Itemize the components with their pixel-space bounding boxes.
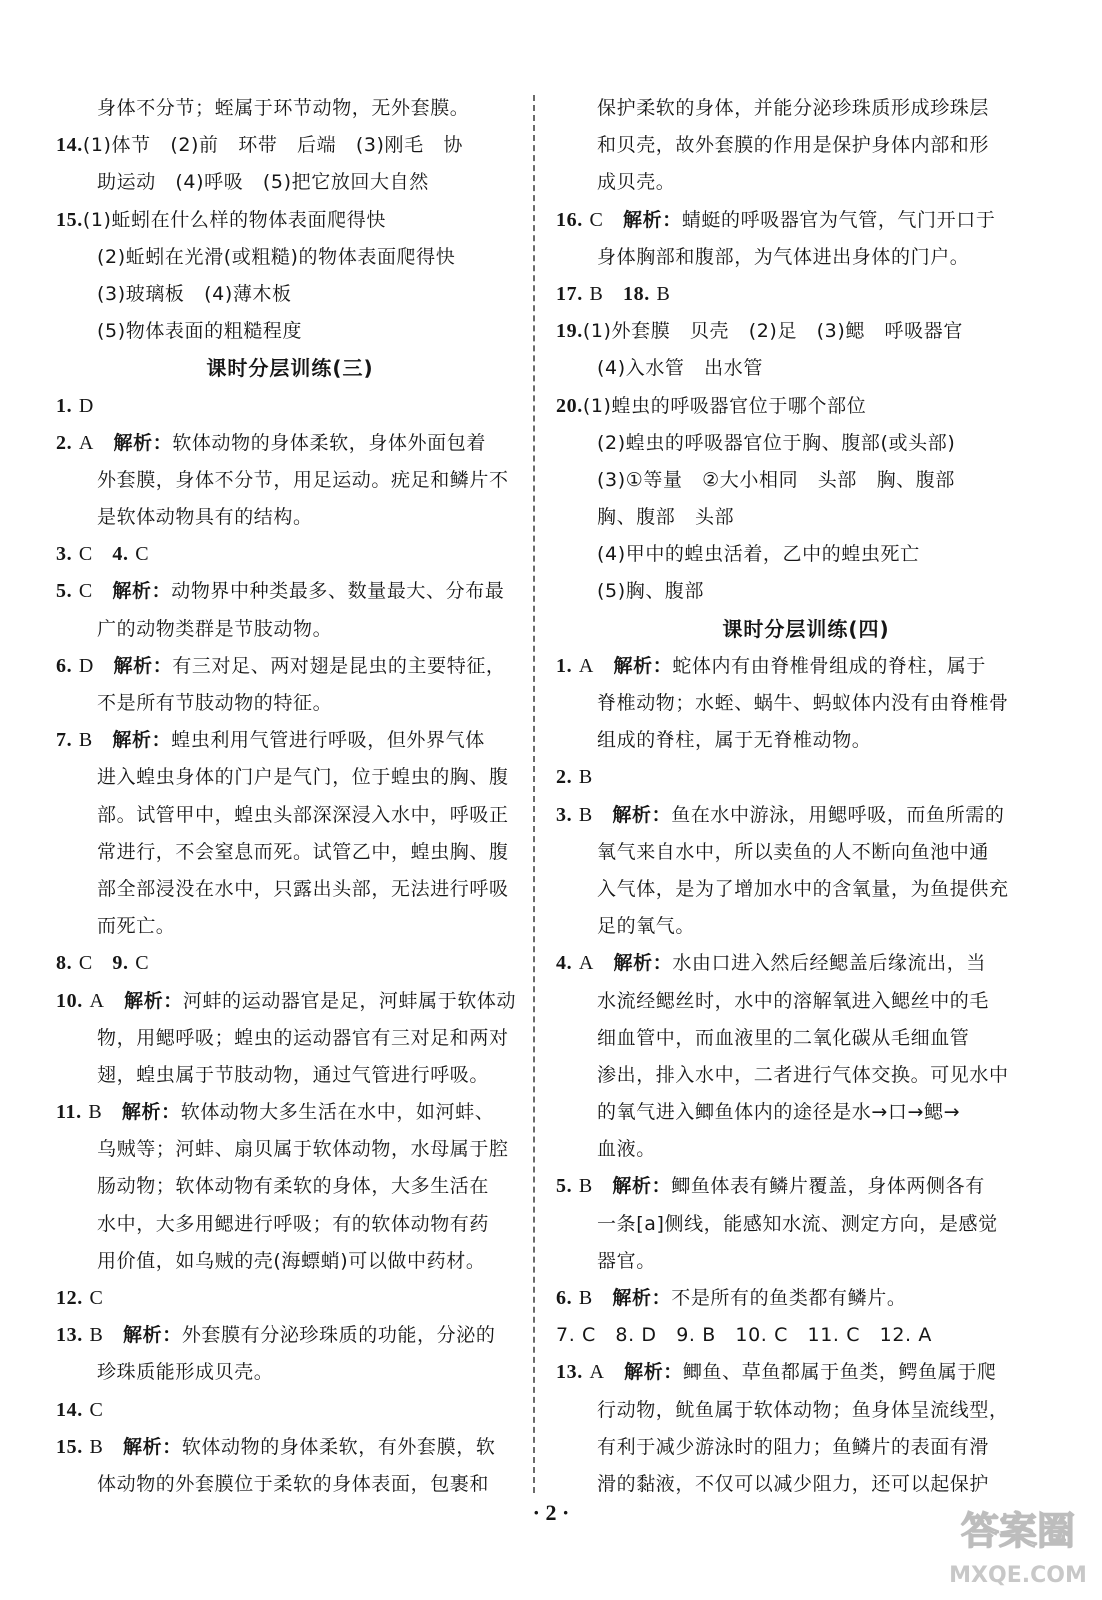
question-number: 10. (56, 989, 83, 1012)
answer-text: 不是所有的鱼类都有鳞片。 (671, 1287, 907, 1309)
answer-choice: C (78, 580, 93, 603)
answer-text: 动物界中种类最多、数量最大、分布最 (171, 580, 505, 603)
analysis-label: 解析： (624, 1361, 683, 1384)
question-number: 1. (56, 394, 73, 417)
answer-item (556, 388, 1056, 425)
text-line: 助运动 (4)呼吸 (5)把它放回大自然 (97, 171, 429, 194)
text-line: 入气体，是为了增加水中的含氧量，为鱼提供充 (597, 877, 1009, 900)
question-number: 16. (556, 208, 583, 231)
answer-item (556, 1280, 1056, 1317)
question-number: 6. (56, 654, 73, 677)
answer-choice: B (578, 803, 593, 826)
answer-choice: B (89, 1435, 104, 1458)
question-number: 13. (56, 1324, 83, 1347)
answer-item (56, 127, 524, 164)
question-number: 6. (556, 1287, 573, 1309)
answer-item (56, 1392, 524, 1429)
answer-text: (1)蚯蚓在什么样的物体表面爬得快 (82, 208, 386, 231)
answer-choice: C (78, 543, 93, 566)
answer-item (56, 945, 524, 982)
watermark-url: MXQE.COM (949, 1563, 1087, 1588)
text-line: 水中，大多用鳃进行呼吸；有的软体动物有药 (97, 1212, 490, 1235)
analysis-label: 解析： (124, 989, 183, 1012)
answer-item (56, 983, 524, 1020)
answer-choice: C (589, 208, 604, 231)
answer-item (56, 1429, 524, 1466)
answer-choice: C (135, 543, 150, 566)
question-number: 4. (556, 952, 573, 975)
answer-item (556, 759, 1056, 796)
answer-item (56, 536, 524, 573)
answer-choice: A (578, 654, 594, 677)
answer-text: 水由口进入然后经鳃盖后缘流出，当 (672, 952, 986, 975)
text-line: (5)胸、腹部 (597, 580, 705, 603)
question-number: 3. (556, 803, 573, 826)
answer-choice: C (78, 952, 93, 975)
text-line: 身体胸部和腹部，为气体进出身体的门户。 (597, 245, 970, 268)
text-line: (2)蝗虫的呼吸器官位于胸、腹部(或头部) (597, 431, 956, 454)
answer-choice: B (578, 1175, 593, 1198)
answer-choice: D (78, 394, 94, 417)
text-line: 水流经鳃丝时，水中的溶解氧进入鳃丝中的毛 (597, 989, 990, 1012)
text-line: 有利于减少游泳时的阻力；鱼鳞片的表面有滑 (597, 1435, 990, 1458)
answer-text: 鲫鱼体表有鳞片覆盖，身体两侧各有 (671, 1175, 985, 1198)
text-line: 一条[a]侧线，能感知水流、测定方向，是感觉 (597, 1212, 998, 1235)
answer-text: (1)蝗虫的呼吸器官位于哪个部位 (582, 394, 867, 417)
analysis-label: 解析： (113, 654, 173, 677)
text-line: 物，用鳃呼吸；蝗虫的运动器官有三对足和两对 (97, 1026, 509, 1049)
left-column (56, 90, 524, 1503)
answer-choice: C (135, 952, 150, 975)
answer-text: (1)体节 (2)前 环带 后端 (3)刚毛 协 (82, 134, 463, 157)
analysis-label: 解析： (612, 1175, 672, 1198)
question-number: 18. (623, 282, 650, 305)
analysis-label: 解析： (613, 654, 673, 677)
section-heading: 课时分层训练(三) (206, 356, 374, 381)
answer-choice: C (89, 1398, 104, 1421)
text-line: 胸、腹部 头部 (597, 506, 735, 529)
text-line: 而死亡。 (97, 915, 176, 938)
text-line: (3)①等量 ②大小相同 头部 胸、腹部 (597, 468, 955, 491)
question-number: 5. (56, 580, 73, 603)
answer-item (56, 722, 524, 759)
right-column (556, 90, 1056, 1503)
text-line: 部。试管甲中，蝗虫头部深深浸入水中，呼吸正 (97, 803, 509, 826)
question-number: 1. (556, 654, 573, 677)
answer-text: (1)外套膜 贝壳 (2)足 (3)鳃 呼吸器官 (582, 320, 963, 343)
text-line: 体动物的外套膜位于柔软的身体表面，包裹和 (97, 1472, 490, 1495)
question-number: 9. (112, 952, 129, 975)
analysis-label: 解析： (623, 208, 682, 231)
answer-item (56, 648, 524, 685)
text-line: 和贝壳，故外套膜的作用是保护身体内部和形 (597, 134, 990, 157)
analysis-label: 解析： (112, 729, 172, 752)
answer-item (556, 1168, 1056, 1205)
text-line: 部全部浸没在水中，只露出头部，无法进行呼吸 (97, 877, 509, 900)
answer-text: 河蚌的运动器官是足，河蚌属于软体动 (182, 989, 517, 1012)
question-number: 15. (56, 1435, 83, 1458)
answer-text: 软体动物的身体柔软，身体外面包着 (172, 431, 486, 454)
question-number: 12. (56, 1287, 83, 1309)
text-line: 珍珠质能形成贝壳。 (97, 1361, 274, 1384)
text-line: 组成的脊柱，属于无脊椎动物。 (597, 729, 872, 752)
question-number: 2. (556, 766, 573, 789)
analysis-label: 解析： (613, 952, 673, 975)
question-number: 13. (556, 1361, 583, 1384)
answer-choice: B (89, 1324, 104, 1347)
question-number: 8. (56, 952, 73, 975)
text-line: 广的动物类群是节肢动物。 (97, 617, 333, 640)
question-number: 14. (56, 134, 83, 157)
answer-item (56, 573, 524, 610)
answer-choice: A (78, 431, 94, 454)
answer-text: 软体动物的身体柔软，有外套膜，软 (181, 1435, 496, 1458)
answer-text: 蜻蜓的呼吸器官为气管，气门开口于 (681, 208, 996, 231)
answer-item (556, 202, 1056, 239)
answer-item (56, 388, 524, 425)
answer-choice: B (578, 766, 593, 789)
answer-choice: A (89, 989, 105, 1012)
analysis-label: 解析： (123, 1435, 182, 1458)
answer-text: 蝗虫利用气管进行呼吸，但外界气体 (171, 729, 485, 752)
answer-choice: D (78, 654, 94, 677)
text-line: (3)玻璃板 (4)薄木板 (97, 282, 292, 305)
text-line: 乌贼等；河蚌、扇贝属于软体动物，水母属于腔 (97, 1138, 509, 1161)
question-number: 14. (56, 1398, 83, 1421)
question-number: 11. (56, 1101, 82, 1124)
answer-item (56, 1094, 524, 1131)
text-line: 用价值，如乌贼的壳(海螵蛸)可以做中药材。 (97, 1249, 486, 1272)
text-line: 保护柔软的身体，并能分泌珍珠质形成珍珠层 (597, 97, 990, 119)
question-number: 2. (56, 431, 73, 454)
answer-item (56, 1280, 524, 1317)
text-line: 细血管中，而血液里的二氧化碳从毛细血管 (597, 1026, 970, 1049)
question-number: 17. (556, 282, 583, 305)
text-line: (4)甲中的蝗虫活着，乙中的蝗虫死亡 (597, 543, 920, 566)
answer-choice: B (656, 282, 671, 305)
text-line: 渗出，排入水中，二者进行气体交换。可见水中 (597, 1063, 1009, 1086)
text-line: 是软体动物具有的结构。 (97, 506, 313, 529)
analysis-label: 解析： (112, 580, 172, 603)
page-number: · 2 · (532, 1500, 570, 1525)
answer-choice: C (89, 1287, 104, 1309)
section-heading: 课时分层训练(四) (722, 616, 890, 641)
text-line: 身体不分节；蛭属于环节动物，无外套膜。 (97, 97, 470, 119)
answer-text: 鱼在水中游泳，用鳃呼吸，而鱼所需的 (671, 803, 1005, 826)
answer-text: 鲫鱼、草鱼都属于鱼类，鳄鱼属于爬 (682, 1361, 997, 1384)
answer-choice: B (589, 282, 604, 305)
question-number: 15. (56, 208, 83, 231)
answer-item (556, 797, 1056, 834)
answer-text: 有三对足、两对翅是昆虫的主要特征， (172, 654, 506, 677)
answer-choice: B (78, 729, 93, 752)
answer-choice: B (88, 1101, 103, 1124)
answer-choice: A (578, 952, 594, 975)
text-line: 氧气来自水中，所以卖鱼的人不断向鱼池中通 (597, 840, 990, 863)
answer-item (56, 202, 524, 239)
answer-item (556, 945, 1056, 982)
text-line: 进入蝗虫身体的门户是气门，位于蝗虫的胸、腹 (97, 766, 509, 789)
text-line: 滑的黏液，不仅可以减少阻力，还可以起保护 (597, 1472, 990, 1495)
watermark-logo (936, 1498, 1096, 1594)
watermark-title: 答案圈 (960, 1509, 1076, 1553)
column-divider (533, 95, 535, 1493)
answer-text: 外套膜有分泌珍珠质的功能，分泌的 (181, 1324, 496, 1347)
answer-text: 蛇体内有由脊椎骨组成的脊柱，属于 (672, 654, 986, 677)
answer-item (556, 313, 1056, 350)
text-line: 的氧气进入鲫鱼体内的途径是水→口→鳃→ (597, 1101, 961, 1124)
text-line: 不是所有节肢动物的特征。 (97, 692, 333, 714)
text-line: (4)入水管 出水管 (597, 357, 763, 380)
answer-choice: A (589, 1361, 605, 1384)
question-number: 19. (556, 320, 583, 343)
question-number: 7. (56, 729, 73, 752)
question-number: 20. (556, 394, 583, 417)
analysis-label: 解析： (612, 1287, 672, 1309)
answer-item (56, 1317, 524, 1354)
answer-choice: B (578, 1287, 593, 1309)
answer-item (556, 1354, 1056, 1391)
text-line: 7. C 8. D 9. B 10. C 11. C 12. A (556, 1324, 932, 1347)
analysis-label: 解析： (123, 1324, 182, 1347)
answer-text: 软体动物大多生活在水中，如河蚌、 (180, 1101, 495, 1124)
answer-item (556, 276, 1056, 313)
question-number: 5. (556, 1175, 573, 1198)
text-line: 足的氧气。 (597, 915, 696, 938)
text-line: 翅，蝗虫属于节肢动物，通过气管进行呼吸。 (97, 1063, 490, 1086)
text-line: 器官。 (597, 1249, 656, 1272)
text-line: 成贝壳。 (597, 171, 676, 194)
text-line: 行动物，鱿鱼属于软体动物；鱼身体呈流线型， (597, 1398, 1009, 1421)
text-line: 脊椎动物；水蛭、蜗牛、蚂蚁体内没有由脊椎骨 (597, 692, 1009, 714)
text-line: 血液。 (597, 1138, 656, 1161)
analysis-label: 解析： (121, 1101, 181, 1124)
text-line: (2)蚯蚓在光滑(或粗糙)的物体表面爬得快 (97, 245, 456, 268)
answer-item (56, 425, 524, 462)
text-line: 肠动物；软体动物有柔软的身体，大多生活在 (97, 1175, 490, 1198)
question-number: 4. (112, 543, 129, 566)
analysis-label: 解析： (113, 431, 173, 454)
text-line: 常进行，不会窒息而死。试管乙中，蝗虫胸、腹 (97, 840, 509, 863)
question-number: 3. (56, 543, 73, 566)
text-line: (5)物体表面的粗糙程度 (97, 320, 303, 343)
text-line: 外套膜，身体不分节，用足运动。疣足和鳞片不 (97, 468, 509, 491)
analysis-label: 解析： (612, 803, 672, 826)
answer-item (556, 648, 1056, 685)
